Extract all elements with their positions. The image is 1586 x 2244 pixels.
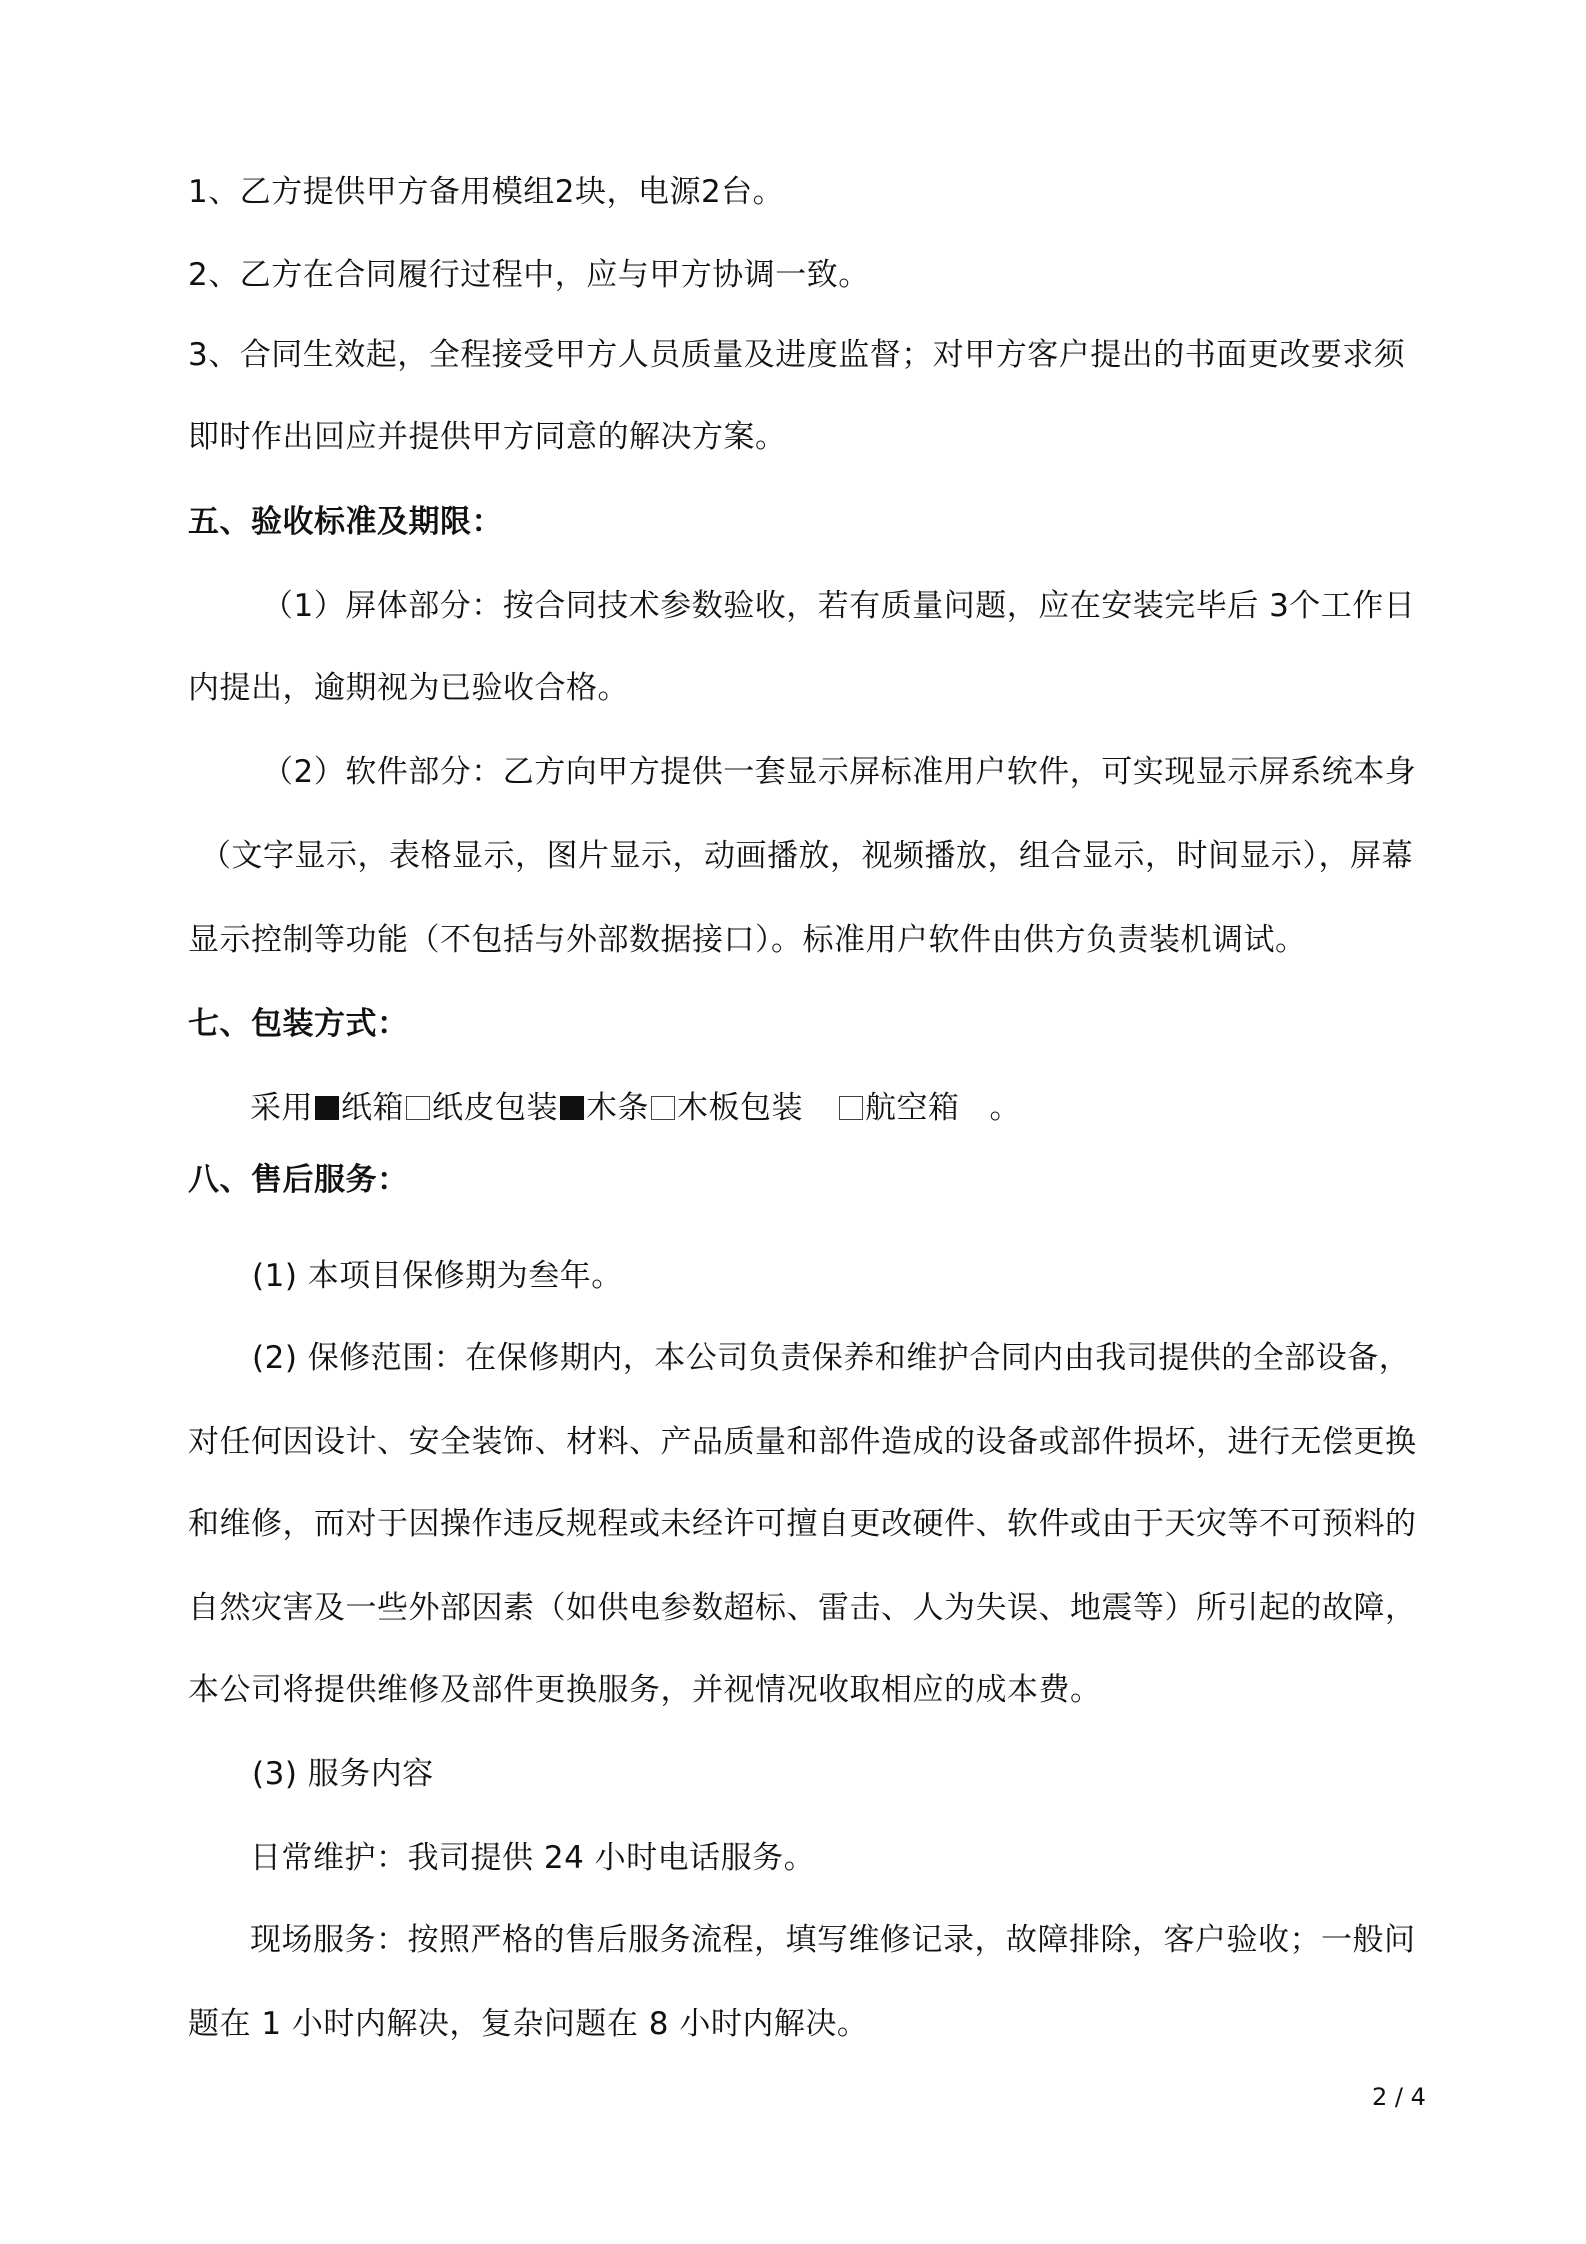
heading-after-sales: 八、售后服务： [188, 1162, 409, 1198]
paragraph-warranty-scope-line4: 自然灾害及一些外部因素（如供电参数超标、雷击、人为失误、地震等）所引起的故障， [188, 1590, 1417, 1626]
packaging-option-label: 航空箱 [865, 1090, 960, 1126]
packaging-option-label: 纸皮包装 [432, 1090, 558, 1126]
paragraph-screen-acceptance-line2: 内提出，逾期视为已验收合格。 [188, 670, 629, 706]
heading-acceptance: 五、验收标准及期限： [188, 504, 503, 540]
paragraph-service-content: (3) 服务内容 [252, 1756, 434, 1792]
paragraph-warranty-scope-line5: 本公司将提供维修及部件更换服务，并视情况收取相应的成本费。 [188, 1672, 1102, 1708]
paragraph-daily-maintenance: 日常维护：我司提供 24 小时电话服务。 [250, 1840, 816, 1876]
paragraph-software-line2: （文字显示，表格显示，图片显示，动画播放，视频播放，组合显示，时间显示），屏幕 [200, 838, 1413, 874]
checkbox-kraft-paper-unchecked [406, 1096, 430, 1120]
packaging-option-label: 木条 [586, 1090, 649, 1126]
paragraph-supervision-line1: 3、合同生效起，全程接受甲方人员质量及进度监督；对甲方客户提出的书面更改要求须 [188, 337, 1406, 373]
packaging-option-label: 纸箱 [341, 1090, 404, 1126]
paragraph-onsite-service-line1: 现场服务：按照严格的售后服务流程，填写维修记录，故障排除，客户验收；一般问 [250, 1922, 1416, 1958]
packaging-prefix: 采用 [250, 1090, 313, 1126]
packaging-option-label: 木板包装 [677, 1090, 803, 1126]
checkbox-carton-checked [315, 1096, 339, 1120]
paragraph-warranty-scope-line1: (2) 保修范围：在保修期内，本公司负责保养和维护合同内由我司提供的全部设备， [252, 1340, 1411, 1376]
heading-packaging: 七、包装方式： [188, 1006, 409, 1042]
paragraph-supervision-line2: 即时作出回应并提供甲方同意的解决方案。 [188, 419, 787, 455]
paragraph-spare-parts: 1、乙方提供甲方备用模组2块，电源2台。 [188, 174, 785, 210]
paragraph-coordination: 2、乙方在合同履行过程中，应与甲方协调一致。 [188, 257, 870, 293]
paragraph-warranty-scope-line2: 对任何因设计、安全装饰、材料、产品质量和部件造成的设备或部件损坏，进行无偿更换 [188, 1424, 1417, 1460]
paragraph-onsite-service-line2: 题在 1 小时内解决，复杂问题在 8 小时内解决。 [188, 2006, 869, 2042]
paragraph-warranty-scope-line3: 和维修，而对于因操作违反规程或未经许可擅自更改硬件、软件或由于天灾等不可预料的 [188, 1506, 1417, 1542]
page-number: 2 / 4 [1372, 2083, 1426, 2111]
paragraph-software-line1: （2）软件部分：乙方向甲方提供一套显示屏标准用户软件，可实现显示屏系统本身 [262, 754, 1417, 790]
paragraph-screen-acceptance-line1: （1）屏体部分：按合同技术参数验收，若有质量问题，应在安装完毕后 3个工作日 [262, 588, 1416, 624]
checkbox-wood-strip-checked [560, 1096, 584, 1120]
checkbox-flight-case-unchecked [839, 1096, 863, 1120]
paragraph-software-line3: 显示控制等功能（不包括与外部数据接口）。标准用户软件由供方负责装机调试。 [188, 922, 1307, 958]
paragraph-warranty-period: (1) 本项目保修期为叁年。 [252, 1258, 623, 1294]
checkbox-wood-board-unchecked [651, 1096, 675, 1120]
packaging-options [250, 1088, 1021, 1128]
packaging-suffix: 。 [989, 1090, 1021, 1126]
